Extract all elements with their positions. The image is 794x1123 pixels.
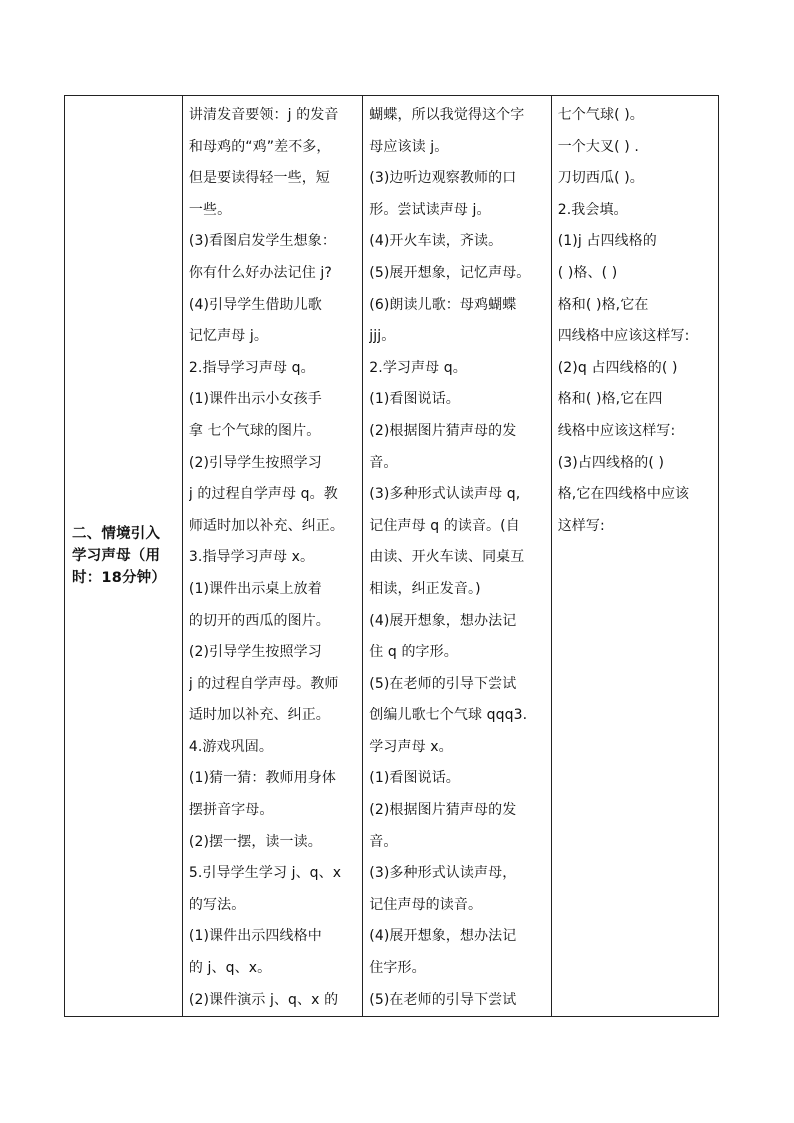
- text-line: (2)q 占四线格的( ): [557, 359, 678, 376]
- text-line: 住 q 的字形。: [369, 644, 458, 661]
- text-line: 蝴蝶，所以我觉得这个字: [369, 107, 525, 123]
- text-line: 格和( )格,它在: [557, 296, 649, 313]
- text-line: 一些。: [188, 201, 232, 218]
- text-line: (2)根据图片猜声母的发: [369, 802, 517, 819]
- text-line: (3)多种形式认读声母，: [369, 865, 517, 882]
- text-line: 刀切西瓜( )。: [557, 170, 644, 187]
- text-line: 讲清发音要领：j 的发音: [188, 107, 339, 123]
- text-line: (1)看图说话。: [369, 770, 460, 787]
- text-line: 3.指导学习声母 x。: [188, 549, 315, 566]
- teacher-activity-text: [183, 96, 362, 1016]
- stage-title-line: 二、情境引入: [72, 526, 161, 543]
- text-line: (2)摆一摆，读一读。: [188, 833, 322, 850]
- text-line: (4)开火车读，齐读。: [369, 233, 503, 250]
- text-line: 你有什么好办法记住 j?: [188, 264, 332, 281]
- text-line: 形。尝试读声母 j。: [369, 201, 491, 218]
- text-line: 的切开的西瓜的图片。: [188, 612, 330, 629]
- student-activity-cell: [363, 96, 551, 1017]
- text-line: 但是要读得轻一些，短: [188, 170, 330, 187]
- exercise-cell: [551, 96, 718, 1017]
- text-line: 拿 七个气球的图片。: [188, 422, 321, 439]
- text-line: j 的过程自学声母。教师: [188, 675, 339, 692]
- text-line: 记住声母的读音。: [369, 896, 483, 913]
- lesson-plan-table: [64, 95, 719, 1017]
- text-line: 5.引导学生学习 j、q、x: [188, 865, 342, 882]
- table-row: [65, 96, 719, 1017]
- text-line: 住字形。: [369, 960, 426, 977]
- text-line: 相读，纠正发音。): [369, 580, 481, 597]
- teacher-activity-cell: [182, 96, 362, 1017]
- text-line: 记住声母 q 的读音。(自: [369, 517, 520, 534]
- stage-title-line: 学习声母（用: [72, 548, 161, 565]
- text-line: j 的过程自学声母 q。教: [188, 486, 338, 503]
- text-line: 2.我会填。: [557, 201, 628, 218]
- text-line: (4)引导学生借助儿歌: [188, 296, 322, 313]
- text-line: 一个大叉( ) .: [557, 138, 639, 155]
- text-line: ( )格、( ): [557, 264, 618, 281]
- text-line: 由读、开火车读、同桌互: [369, 549, 525, 566]
- text-line: 母应该读 j。: [369, 138, 449, 155]
- text-line: (1)课件出示桌上放着: [188, 580, 322, 597]
- text-line: (1)j 占四线格的: [557, 233, 657, 250]
- text-line: (1)看图说话。: [369, 391, 460, 408]
- text-line: 格和( )格,它在四: [557, 391, 663, 408]
- text-line: 的写法。: [188, 896, 246, 913]
- text-line: 记忆声母 j。: [188, 328, 268, 345]
- text-line: (1)课件出示四线格中: [188, 928, 322, 945]
- text-line: 创编儿歌七个气球 qqq3.: [369, 707, 528, 724]
- stage-cell: [65, 96, 183, 1017]
- text-line: (1)课件出示小女孩手: [188, 391, 322, 408]
- text-line: 的 j、q、x。: [188, 960, 272, 977]
- text-line: 音。: [369, 833, 398, 850]
- stage-title: [65, 523, 182, 589]
- text-line: 摆拼音字母。: [188, 802, 274, 819]
- text-line: (5)在老师的引导下尝试: [369, 675, 517, 692]
- student-activity-text: [363, 96, 550, 1016]
- text-line: 七个气球( )。: [557, 107, 644, 123]
- text-line: (3)看图启发学生想象：: [188, 233, 336, 250]
- text-line: (3)边听边观察教师的口: [369, 170, 517, 187]
- text-line: (3)多种形式认读声母 q,: [369, 486, 521, 503]
- text-line: jjj。: [369, 328, 396, 345]
- text-line: 学习声母 x。: [369, 738, 453, 755]
- text-line: 格,它在四线格中应该: [557, 486, 690, 503]
- text-line: 这样写:: [557, 517, 605, 534]
- text-line: (5)展开想象，记忆声母。: [369, 264, 531, 281]
- text-line: 四线格中应该这样写:: [557, 328, 690, 345]
- text-line: 4.游戏巩固。: [188, 738, 273, 755]
- text-line: (2)课件演示 j、q、x 的: [188, 991, 339, 1008]
- text-line: (2)根据图片猜声母的发: [369, 422, 517, 439]
- text-line: (1)猜一猜：教师用身体: [188, 770, 336, 787]
- stage-title-line: 时：18分钟）: [72, 570, 167, 587]
- text-line: 师适时加以补充、纠正。: [188, 517, 344, 534]
- exercise-text: [552, 96, 718, 542]
- text-line: 2.指导学习声母 q。: [188, 359, 315, 376]
- text-line: 音。: [369, 454, 398, 471]
- text-line: (6)朗读儿歌：母鸡蝴蝶: [369, 296, 517, 313]
- text-line: (5)在老师的引导下尝试: [369, 991, 517, 1008]
- text-line: (2)引导学生按照学习: [188, 454, 322, 471]
- text-line: 2.学习声母 q。: [369, 359, 467, 376]
- text-line: (4)展开想象，想办法记: [369, 928, 517, 945]
- text-line: 线格中应该这样写:: [557, 422, 676, 439]
- text-line: 和母鸡的“鸡”差不多，: [188, 138, 331, 155]
- text-line: (2)引导学生按照学习: [188, 644, 322, 661]
- text-line: (3)占四线格的( ): [557, 454, 665, 471]
- text-line: 适时加以补充、纠正。: [188, 707, 330, 724]
- text-line: (4)展开想象，想办法记: [369, 612, 517, 629]
